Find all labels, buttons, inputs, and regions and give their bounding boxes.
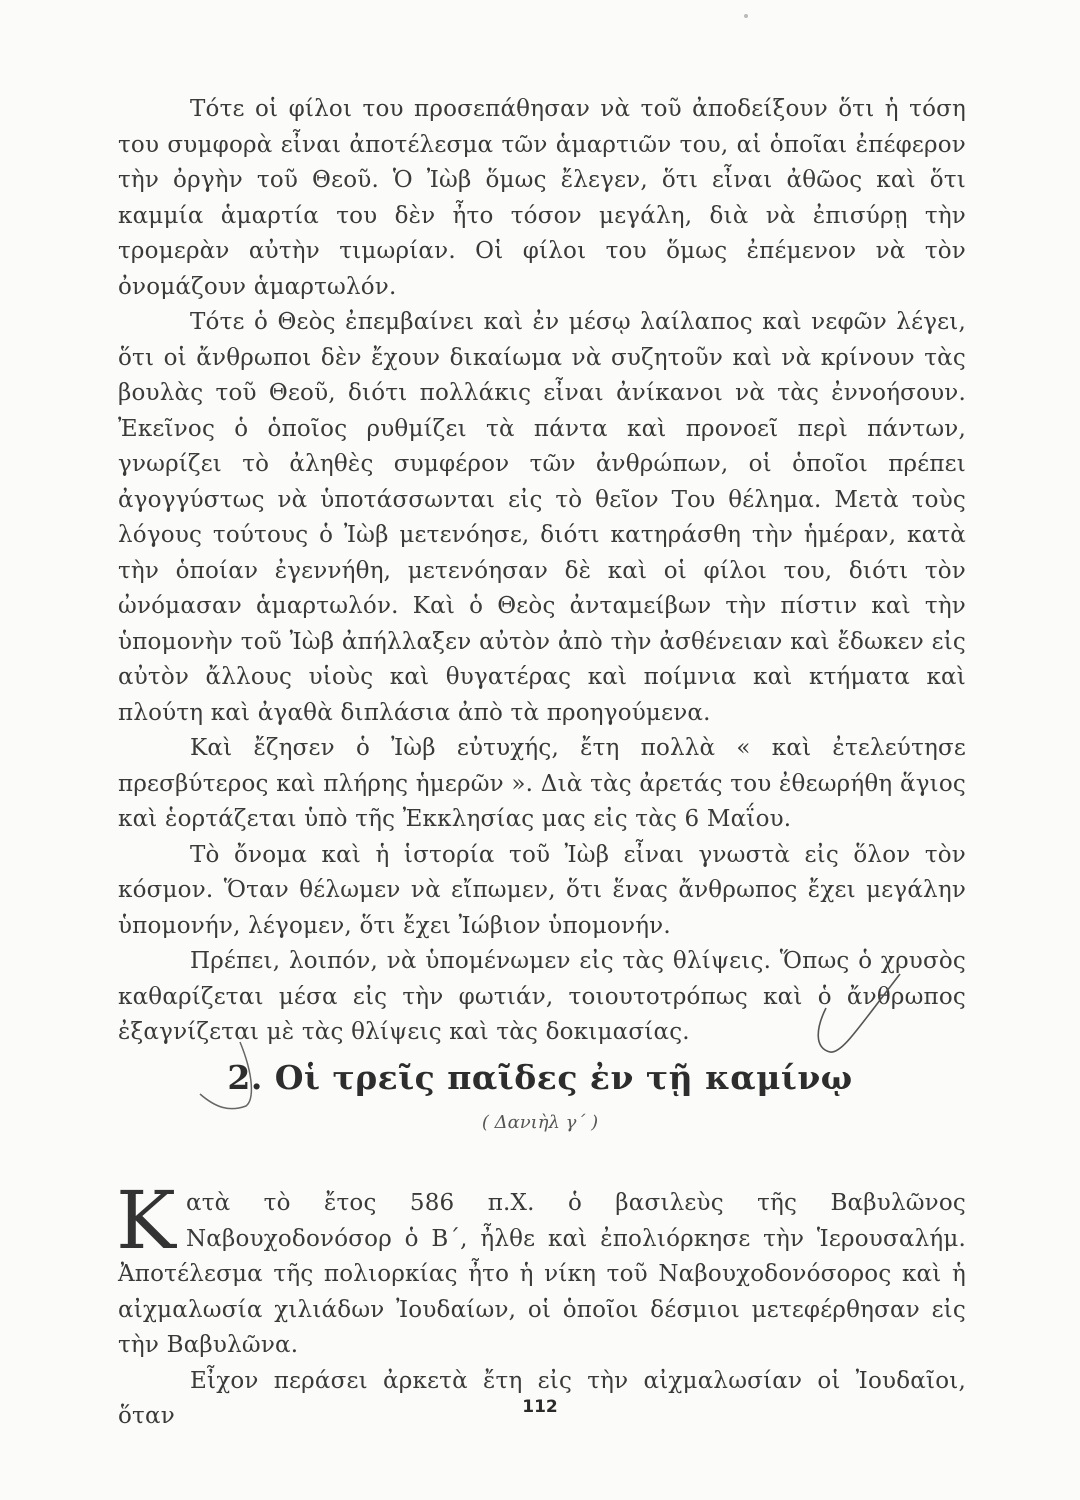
paragraph: Εἶχον περάσει ἀρκετὰ ἔτη εἰς τὴν αἰχμαλωσίαν οἱ Ἰουδαῖοι, ὅταν	[118, 1367, 966, 1429]
paragraph: Καὶ ἔζησεν ὁ Ἰὼβ εὐτυχής, ἔτη πολλὰ « καὶ ἐτελεύτησε πρεσβύτερος καὶ πλήρης ἡμερῶν ». Διὰ τὰς ἀρετάς του ἐθεωρήθη ἅγιος καὶ ἑορτάζεται ὑπὸ τῆς Ἐκκλησίας μας εἰς τὰς 6 Μαΐου.	[118, 735, 966, 832]
paragraph-text: ατὰ τὸ ἔτος 586 π.Χ. ὁ βασιλεὺς τῆς Βαβυλῶνος Ναβουχοδονόσορ ὁ Β΄, ἦλθε καὶ ἐπολιόρκησε τὴν Ἱερουσαλήμ. Ἀποτέλεσμα τῆς πολιορκίας ἦτο ἡ νίκη τοῦ Ναβουχοδονόσορος καὶ ἡ αἰχμαλωσία χιλιάδων Ἰουδαίων, οἱ ὁποῖοι δέσμιοι μετεφέρθησαν εἰς τὴν Βαβυλῶνα.	[118, 1190, 966, 1358]
drop-cap: Κ	[116, 1174, 176, 1267]
paragraph: Τότε οἱ φίλοι του προσεπάθησαν νὰ τοῦ ἀποδείξουν ὅτι ἡ τόση του συμφορὰ εἶναι ἀποτέλεσμα τῶν ἁμαρτιῶν του, αἱ ὁποῖαι ἐπέφερον τὴν ὀργὴν τοῦ Θεοῦ. Ὁ Ἰὼβ ὅμως ἔλεγεν, ὅτι εἶναι ἀθῶος καὶ ὅτι καμμία ἁμαρτία του δὲν ἦτο τόσον μεγάλη, διὰ νὰ ἐπισύρῃ τὴν τρομερὰν αὐτὴν τιμωρίαν. Οἱ φίλοι του ὅμως ἐπέμενον νὰ τὸν ὀνομάζουν ἁμαρτωλόν.	[118, 96, 966, 300]
paragraph: Τὸ ὄνομα καὶ ἡ ἱστορία τοῦ Ἰὼβ εἶναι γνωστὰ εἰς ὅλον τὸν κόσμον. Ὅταν θέλωμεν νὰ εἴπωμεν, ὅτι ἕνας ἄνθρωπος ἔχει μεγάλην ὑπομονήν, λέγομεν, ὅτι ἔχει Ἰώβιον ὑπομονήν.	[118, 841, 966, 939]
pencil-checkmark-right	[808, 968, 908, 1068]
speck	[744, 14, 748, 18]
section-heading: 2. Οἱ τρεῖς παῖδες ἐν τῇ καμίνῳ	[227, 1058, 853, 1097]
paragraph: Τότε ὁ Θεὸς ἐπεμβαίνει καὶ ἐν μέσῳ λαίλαπος καὶ νεφῶν λέγει, ὅτι οἱ ἄνθρωποι δὲν ἔχουν δικαίωμα νὰ συζητοῦν καὶ νὰ κρίνουν τὰς βουλὰς τοῦ Θεοῦ, διότι πολλάκις εἶναι ἀνίκανοι νὰ τὰς ἐννοήσουν. Ἐκεῖνος ὁ ὁποῖος ρυθμίζει τὰ πάντα καὶ προνοεῖ περὶ πάντων, γνωρίζει τὸ ἀληθὲς συμφέρον τῶν ἀνθρώπων, οἱ ὁποῖοι πρέπει ἀγογγύστως νὰ ὑποτάσσωνται εἰς τὸ θεῖον Του θέλημα. Μετὰ τοὺς λόγους τούτους ὁ Ἰὼβ μετενόησε, διότι κατηράσθη τὴν ἡμέραν, κατὰ τὴν ὁποίαν ἐγεννήθη, μετενόησαν δὲ καὶ οἱ φίλοι του, διότι τὸν ὠνόμασαν ἁμαρτωλόν. Καὶ ὁ Θεὸς ἀνταμείβων τὴν πίστιν καὶ τὴν ὑπομονὴν τοῦ Ἰὼβ ἀπήλλαξεν αὐτὸν ἀπὸ τὴν ἀσθένειαν καὶ ἔδωκεν εἰς αὐτὸν ἄλλους υἱοὺς καὶ θυγατέρας καὶ ποίμνια καὶ κτήματα καὶ πλούτη καὶ ἀγαθὰ διπλάσια ἀπὸ τὰ προηγούμενα.	[118, 309, 966, 726]
paragraph: Πρέπει, λοιπόν, νὰ ὑπομένωμεν εἰς τὰς θλίψεις. Ὅπως ὁ χρυσὸς καθαρίζεται μέσα εἰς τὴν φωτιάν, τοιουτοτρόπως καὶ ὁ ἄνθρωπος ἐξαγνίζεται μὲ τὰς θλίψεις καὶ τὰς δοκιμασίας.	[118, 948, 966, 1045]
section-1-text	[118, 92, 966, 1051]
source-reference: ( Δανιὴλ γ΄ )	[481, 1112, 599, 1133]
paragraph	[116, 1174, 966, 1364]
page-number: 112	[522, 1397, 558, 1417]
